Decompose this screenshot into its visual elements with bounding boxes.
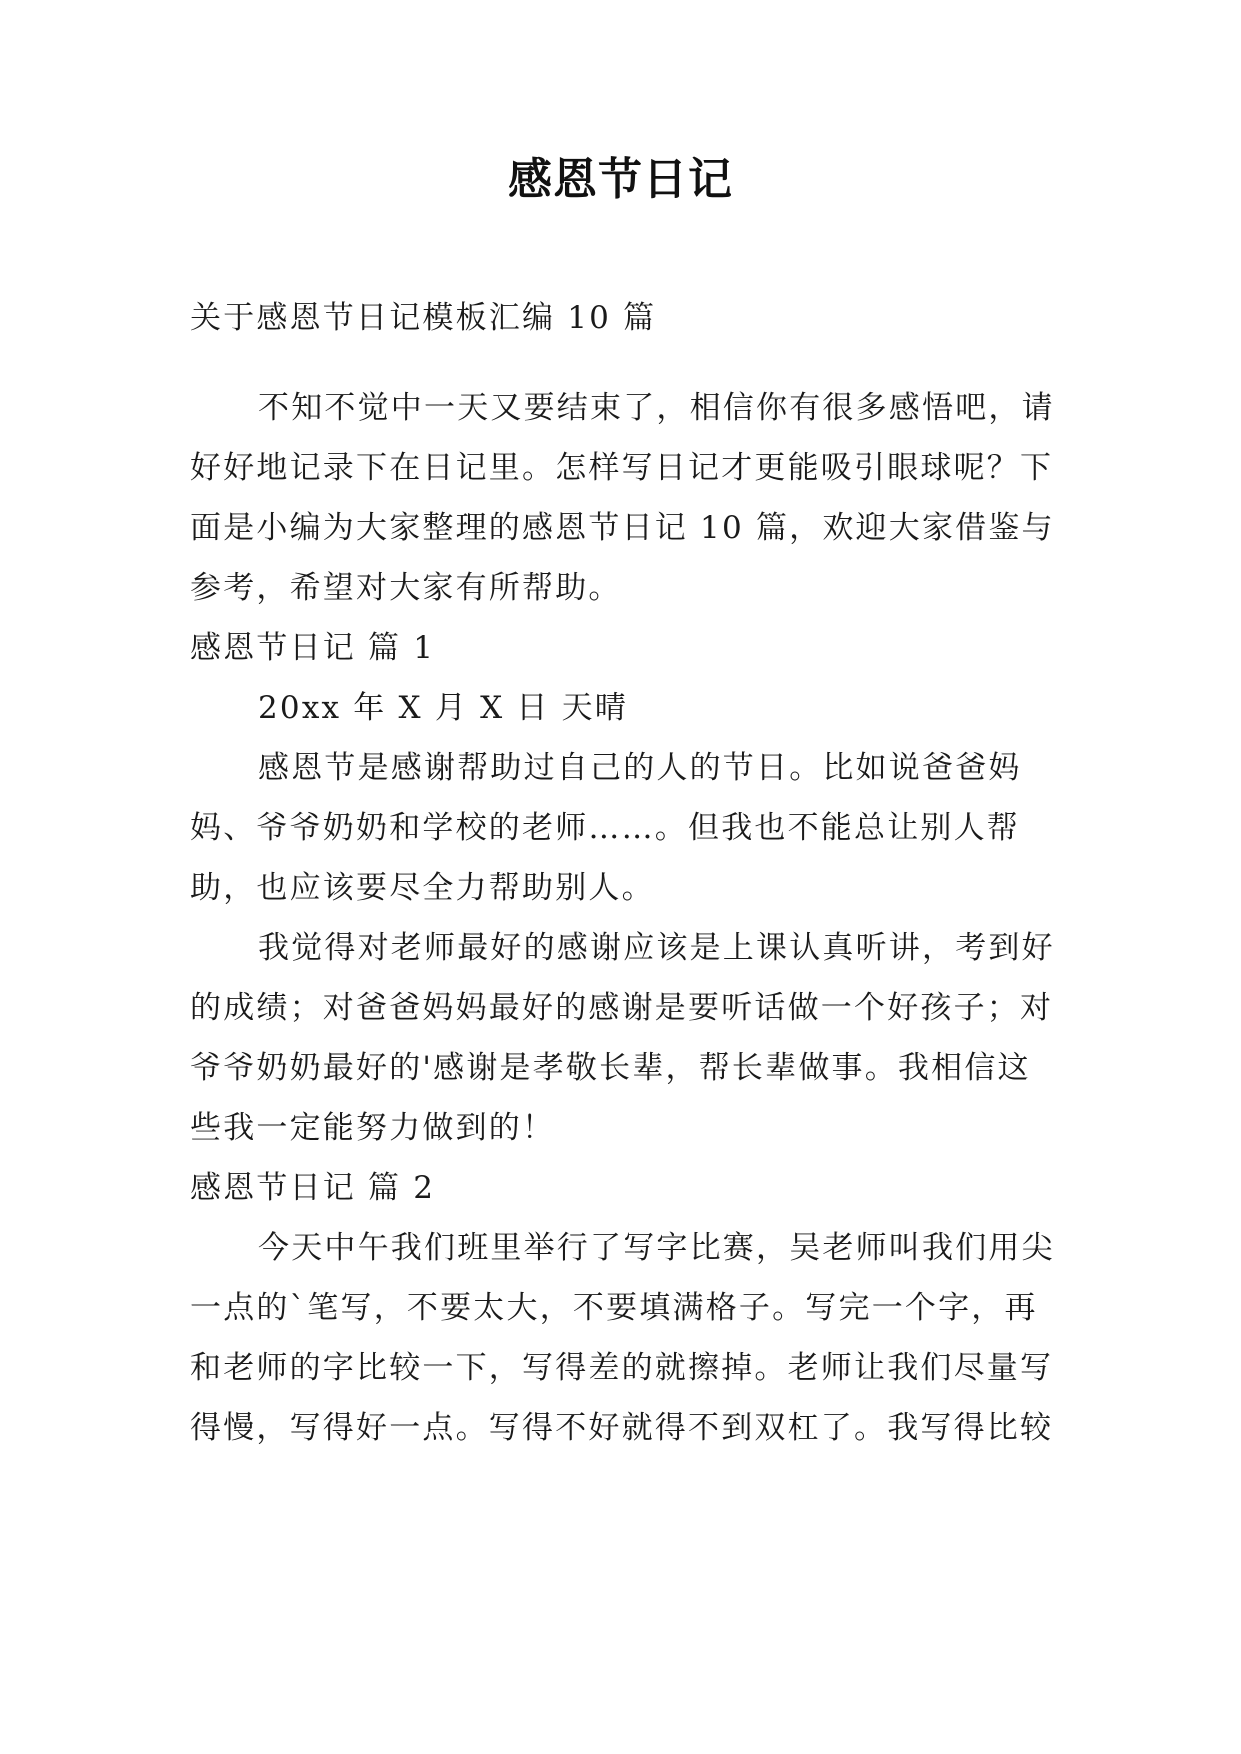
document-body [190, 288, 1055, 1458]
entry-2-heading: 感恩节日记 篇 2 [190, 1170, 436, 1206]
entry-2-paragraph-1: 今天中午我们班里举行了写字比赛，吴老师叫我们用尖一点的`笔写，不要太大，不要填满格子。写完一个字，再和老师的字比较一下，写得差的就擦掉。老师让我们尽量写得慢，写得好一点。写得不好就得不到双杠了。我写得比较 [190, 1230, 1055, 1446]
document-subtitle: 关于感恩节日记模板汇编 10 篇 [190, 300, 657, 336]
entry-1-date-line: 20xx 年 X 月 X 日 天晴 [258, 690, 629, 726]
intro-paragraph: 不知不觉中一天又要结束了，相信你有很多感悟吧，请好好地记录下在日记里。怎样写日记才更能吸引眼球呢？下面是小编为大家整理的感恩节日记 10 篇，欢迎大家借鉴与参考，希望对大家有所帮助。 [190, 390, 1055, 606]
entry-1-paragraph-2: 我觉得对老师最好的感谢应该是上课认真听讲，考到好的成绩；对爸爸妈妈最好的感谢是要听话做一个好孩子；对爷爷奶奶最好的'感谢是孝敬长辈，帮长辈做事。我相信这些我一定能努力做到的！ [190, 930, 1055, 1146]
entry-1-heading: 感恩节日记 篇 1 [190, 630, 436, 666]
entry-1-paragraph-1: 感恩节是感谢帮助过自己的人的节日。比如说爸爸妈妈、爷爷奶奶和学校的老师……。但我也不能总让别人帮助，也应该要尽全力帮助别人。 [190, 750, 1022, 906]
document-title: 感恩节日记 [508, 154, 733, 205]
